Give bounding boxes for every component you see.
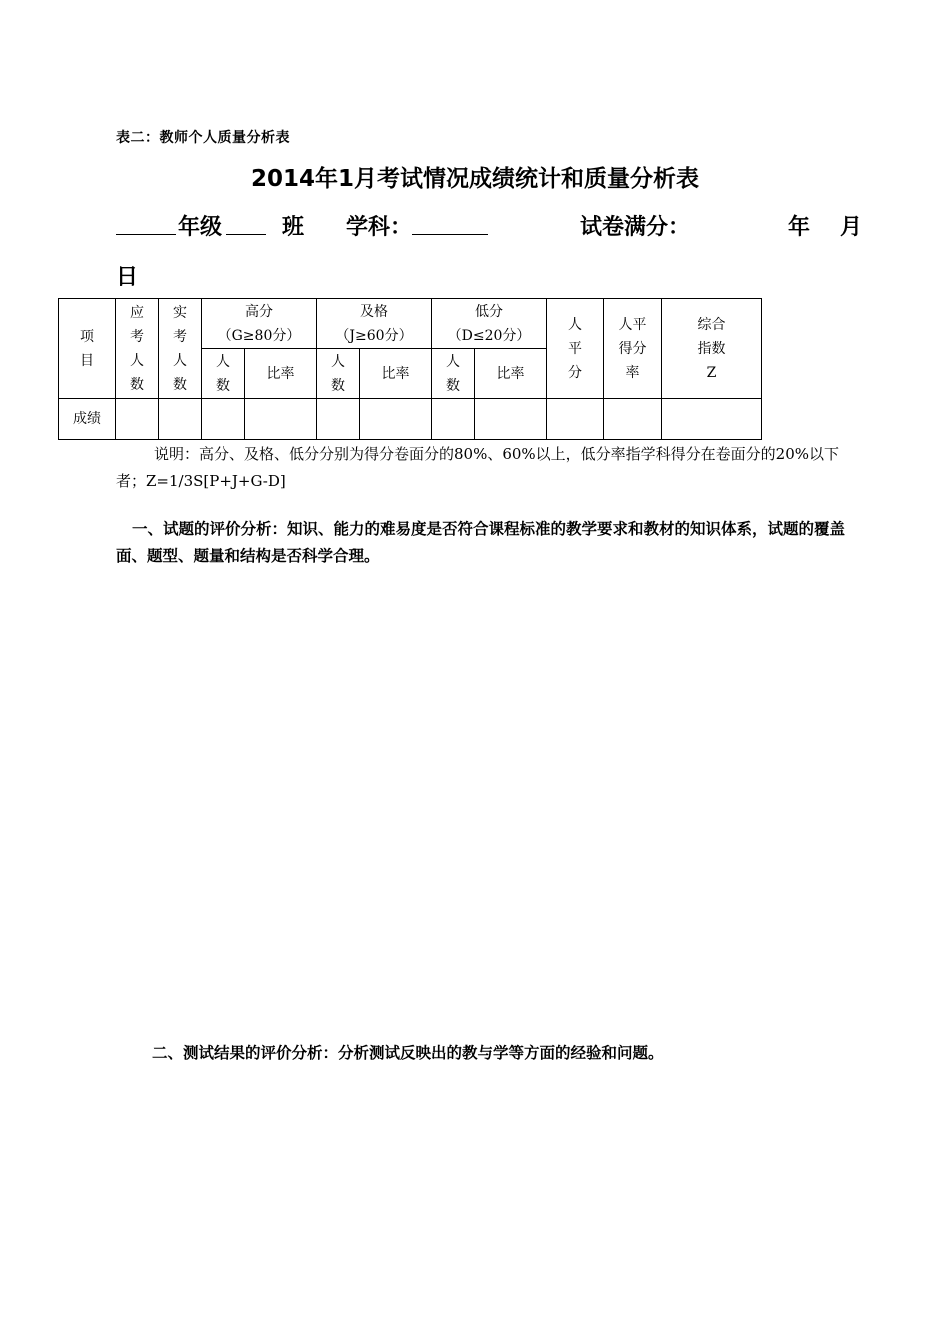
day-label: 日 [116,265,139,290]
header-pass: 及格 （J≥60分） [317,299,432,349]
header-index: 综合指数 Z [662,299,762,399]
high-ratio-header: 比率 [245,349,317,399]
statistics-table [58,298,762,440]
header-actual: 实考人数 [159,299,202,399]
subject-blank[interactable] [412,210,488,235]
header-avg-rate: 人平得分率 [604,299,662,399]
fullscore-label: 试卷满分： [580,215,691,240]
cell-pass-count[interactable] [317,399,360,440]
info-line [116,210,876,240]
cell-pass-ratio[interactable] [360,399,432,440]
cell-avg[interactable] [547,399,604,440]
subject-label: 学科： [346,215,413,240]
cell-low-count[interactable] [432,399,475,440]
row-label-score: 成绩 [59,399,116,440]
cell-low-ratio[interactable] [475,399,547,440]
section-2-heading: 二、测试结果的评价分析：分析测试反映出的教与学等方面的经验和问题。 [152,1044,664,1062]
low-ratio-header: 比率 [475,349,547,399]
header-low: 低分 （D≤20分） [432,299,547,349]
header-expected: 应考人数 [116,299,159,399]
header-high: 高分 （G≥80分） [202,299,317,349]
class-label: 班 [282,215,305,240]
class-blank[interactable] [226,210,266,235]
section-1-heading: 一、试题的评价分析：知识、能力的难易度是否符合课程标准的教学要求和教材的知识体系，试题的覆盖面、题型、题量和结构是否科学合理。 [116,520,846,565]
cell-index[interactable] [662,399,762,440]
cell-avg-rate[interactable] [604,399,662,440]
cell-actual[interactable] [159,399,202,440]
cell-expected[interactable] [116,399,159,440]
table-caption: 表二：教师个人质量分析表 [116,130,290,146]
month-label: 月 [840,215,863,240]
cell-high-ratio[interactable] [245,399,317,440]
grade-label: 年级 [178,215,223,240]
high-count-header: 人数 [202,349,245,399]
table-note: 说明：高分、及格、低分分别为得分卷面分的80%、60%以上，低分率指学科得分在卷面分的20%以下者；Z=1/3S[P+J+G-D] [116,445,840,490]
grade-blank[interactable] [116,210,176,235]
pass-count-header: 人数 [317,349,360,399]
page-title: 2014年1月考试情况成绩统计和质量分析表 [250,166,700,192]
low-count-header: 人数 [432,349,475,399]
year-label: 年 [788,215,811,240]
pass-ratio-header: 比率 [360,349,432,399]
cell-high-count[interactable] [202,399,245,440]
header-avg: 人平分 [547,299,604,399]
header-item: 项目 [59,299,116,399]
